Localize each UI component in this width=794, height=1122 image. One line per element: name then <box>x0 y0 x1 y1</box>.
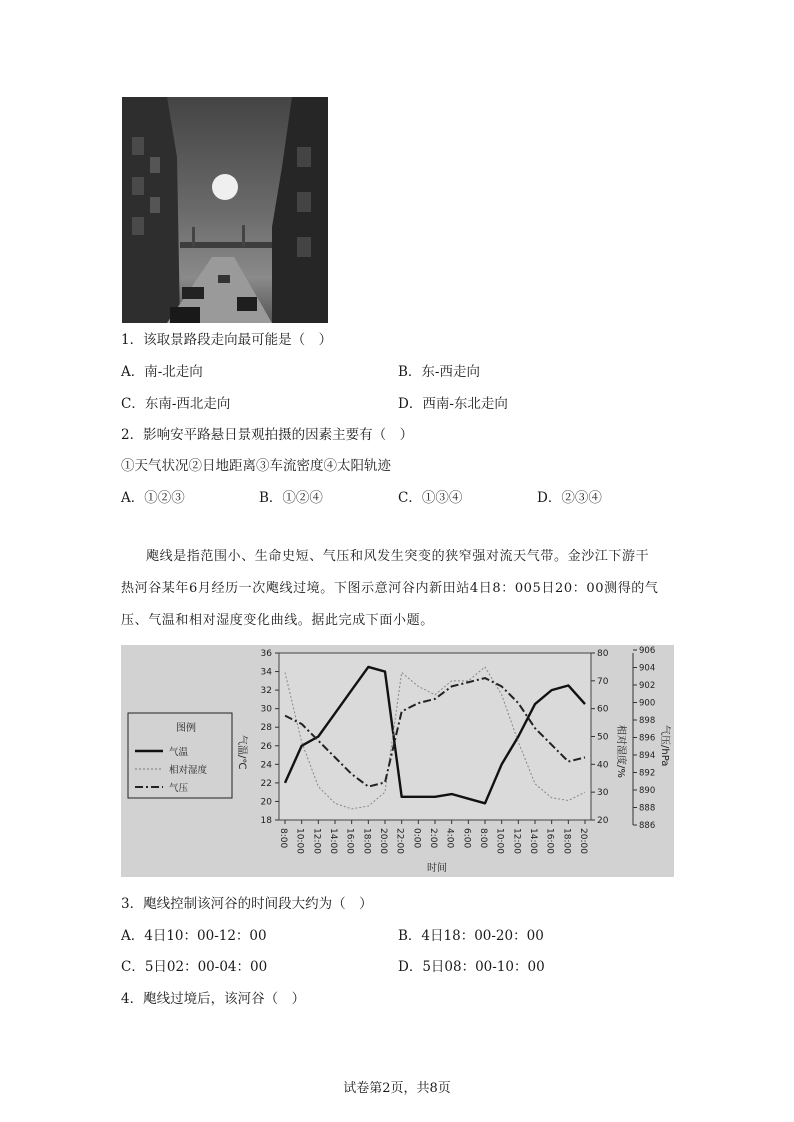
x-tick-label: 0:00 <box>411 828 422 849</box>
y-left-tick-label: 36 <box>260 649 272 659</box>
y-right-tick-label: 898 <box>639 716 656 726</box>
q2-option-b: B．①②④ <box>259 490 323 506</box>
y-left-label: 气温/℃ <box>236 735 247 770</box>
y-left-tick-label: 24 <box>260 760 272 771</box>
x-tick-label: 12:00 <box>311 828 322 854</box>
question-3-stem: 3．飑线控制该河谷的时间段大约为（ ） <box>121 896 373 912</box>
question-2-stem: 2．影响安平路悬日景观拍摄的因素主要有（ ） <box>121 427 414 443</box>
y-mid-label: 相对湿度/% <box>615 725 626 778</box>
question-1-stem: 1．该取景路段走向最可能是（ ） <box>121 332 333 348</box>
q1-option-b: B．东-西走向 <box>398 364 480 380</box>
y-left-tick-label: 30 <box>260 704 272 715</box>
legend-title: 图例 <box>176 723 196 734</box>
x-tick-label: 14:00 <box>528 828 538 854</box>
x-tick-label: 8:00 <box>478 828 488 849</box>
q1-option-c: C．东南-西北走向 <box>121 396 231 412</box>
y-left-tick-label: 32 <box>260 686 272 697</box>
y-right-tick-label: 890 <box>639 786 656 796</box>
y-right-tick-label: 906 <box>639 646 656 656</box>
y-right-tick-label: 896 <box>639 733 656 744</box>
q3-option-d: D．5日08：00-10：00 <box>398 959 545 975</box>
x-tick-label: 22:00 <box>394 828 405 854</box>
legend-label-pressure: 气压 <box>169 783 189 794</box>
y-right-tick-label: 892 <box>639 768 656 779</box>
passage-line-1: 飑线是指范围小、生命史短、气压和风发生突变的狭窄强对流天气带。金沙江下游干 <box>146 549 650 564</box>
x-tick-label: 18:00 <box>361 828 372 854</box>
y-right-tick-label: 902 <box>639 681 656 691</box>
squall-line-chart <box>121 645 674 877</box>
x-tick-label: 8:00 <box>278 828 288 849</box>
passage-line-3: 压、气温和相对湿度变化曲线。据此完成下面小题。 <box>121 613 434 628</box>
q1-option-a: A．南-北走向 <box>121 364 203 380</box>
y-mid-tick-label: 60 <box>597 704 609 715</box>
q3-option-b: B．4日18：00-20：00 <box>398 928 544 944</box>
x-tick-label: 14:00 <box>328 828 338 854</box>
x-tick-label: 10:00 <box>494 828 505 854</box>
y-mid-tick-label: 50 <box>597 732 609 743</box>
x-tick-label: 16:00 <box>544 828 555 854</box>
y-right-tick-label: 886 <box>639 821 656 831</box>
x-tick-label: 20:00 <box>378 828 388 854</box>
x-tick-label: 12:00 <box>511 828 522 854</box>
page-footer: 试卷第2页，共8页 <box>343 1081 451 1096</box>
y-left-tick-label: 22 <box>260 778 272 789</box>
y-left-tick-label: 20 <box>260 797 272 808</box>
y-mid-tick-label: 70 <box>597 676 609 687</box>
plot-frame <box>279 653 591 820</box>
y-right-label: 气压/hPa <box>659 725 670 767</box>
q2-option-c: C．①③④ <box>398 490 463 506</box>
y-mid-tick-label: 80 <box>597 649 609 659</box>
q2-option-d: D．②③④ <box>537 490 602 506</box>
y-left-tick-label: 34 <box>260 667 272 678</box>
street-sunset-photo <box>122 97 328 323</box>
y-mid-tick-label: 40 <box>597 760 609 771</box>
question-2-factors: ①天气状况②日地距离③车流密度④太阳轨迹 <box>121 458 391 474</box>
q3-option-a: A．4日10：00-12：00 <box>121 928 267 944</box>
legend-label-humidity: 相对湿度 <box>169 765 208 776</box>
y-mid-tick-label: 30 <box>597 788 609 799</box>
y-right-tick-label: 894 <box>639 751 656 761</box>
y-mid-tick-label: 20 <box>597 816 609 826</box>
x-tick-label: 4:00 <box>444 828 455 849</box>
q3-option-c: C．5日02：00-04：00 <box>121 959 268 975</box>
x-tick-label: 2:00 <box>428 828 438 849</box>
x-tick-label: 16:00 <box>344 828 355 854</box>
q2-option-a: A．①②③ <box>121 490 185 506</box>
x-tick-label: 20:00 <box>578 828 588 854</box>
y-left-tick-label: 18 <box>260 816 272 826</box>
x-tick-label: 10:00 <box>294 828 305 854</box>
x-axis-label: 时间 <box>427 863 447 874</box>
passage-line-2: 热河谷某年6月经历一次飑线过境。下图示意河谷内新田站4日8：005日20：00测得的气 <box>121 581 659 596</box>
chart-svg <box>121 645 674 877</box>
y-right-tick-label: 888 <box>639 803 656 814</box>
x-tick-label: 6:00 <box>461 828 472 849</box>
y-right-tick-label: 900 <box>639 698 656 709</box>
legend-label-temp: 气温 <box>169 747 189 758</box>
q1-option-d: D．西南-东北走向 <box>398 396 508 412</box>
y-right-tick-label: 904 <box>639 663 656 674</box>
x-tick-label: 18:00 <box>561 828 572 854</box>
y-left-tick-label: 26 <box>260 741 272 752</box>
question-4-stem: 4．飑线过境后，该河谷（ ） <box>121 991 306 1007</box>
y-left-tick-label: 28 <box>260 723 272 734</box>
